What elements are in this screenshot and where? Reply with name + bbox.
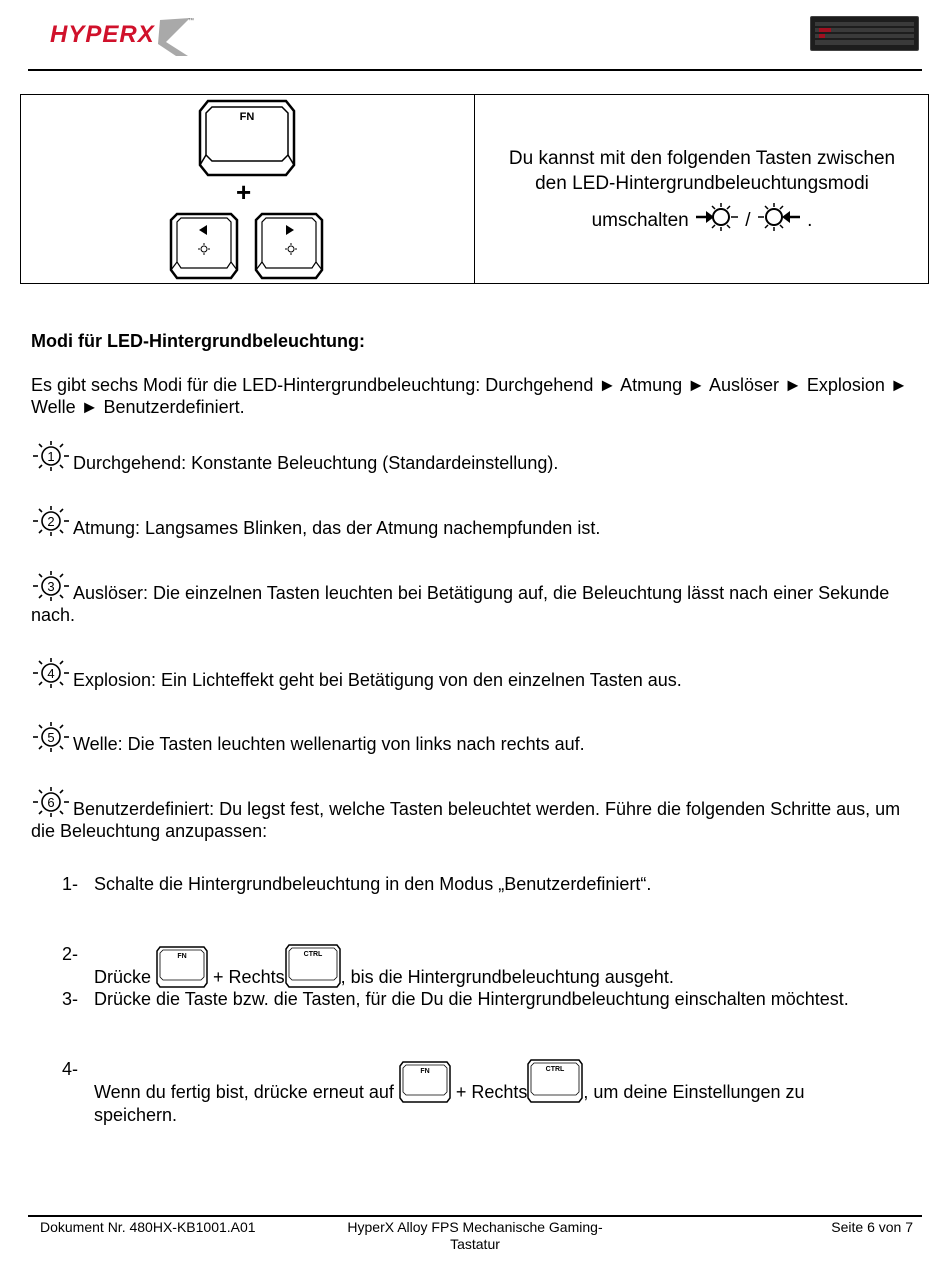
fn-keycap-icon (156, 945, 208, 989)
table-divider (474, 94, 475, 284)
mode-5-text: Welle: Die Tasten leuchten wellenartig von links nach rechts auf. (73, 734, 585, 754)
mode-4-icon (31, 658, 71, 688)
section-intro: Es gibt sechs Modi für die LED-Hintergrundbeleuchtung: Durchgehend ► Atmung ► Auslöser ► Explosion ► Welle ► Benutzerdefiniert. (31, 375, 908, 417)
mode-4-text: Explosion: Ein Lichteffekt geht bei Betätigung von den einzelnen Tasten aus. (73, 670, 682, 690)
ctrl-keycap-icon (527, 1058, 583, 1104)
footer-product-line2: Tastatur (450, 1236, 500, 1252)
ctrl-keycap-label: CTRL (546, 1066, 565, 1073)
footer-product (330, 1219, 620, 1253)
mode-2-icon (31, 506, 71, 536)
mode-6-number: 6 (47, 795, 55, 810)
mode-3-number: 3 (47, 579, 55, 594)
table-description (480, 146, 924, 233)
mode-6-text: Benutzerdefiniert: Du legst fest, welche Tasten beleuchtet werden. Führe die folgenden Schritte aus, um die Beleuchtung anzupassen: (31, 799, 901, 841)
mode-item-6 (31, 787, 916, 842)
step-1 (62, 873, 922, 897)
mode-item-2 (31, 506, 916, 539)
backlight-mode-next-icon (756, 202, 802, 232)
fn-key-label: FN (239, 111, 255, 123)
header-rule (28, 69, 922, 71)
mode-item-4 (31, 658, 916, 691)
step-2-body (94, 943, 924, 989)
left-arrow-key-graphic (169, 212, 241, 285)
right-arrow-key-graphic (254, 212, 326, 285)
footer-page-number: Seite 6 von 7 (831, 1219, 913, 1235)
mode-1-text: Durchgehend: Konstante Beleuchtung (Standardeinstellung). (73, 453, 559, 473)
step-3-number: 3- (62, 989, 79, 1009)
step-2 (62, 918, 922, 987)
section-heading: Modi für LED-Hintergrundbeleuchtung: (31, 331, 365, 351)
step-4-body (94, 1058, 924, 1126)
table-text-line1: Du kannst mit den folgenden Tasten zwischen (508, 148, 896, 169)
backlight-mode-prev-icon (694, 202, 740, 232)
step-4 (62, 1033, 922, 1125)
fn-keycap-label: FN (420, 1068, 430, 1075)
step-3 (62, 988, 932, 1012)
step-4-text-b: + Rechts (455, 1082, 528, 1102)
step-2-text-c: , bis die Hintergrundbeleuchtung ausgeht. (340, 967, 674, 987)
icon-separator: / (745, 210, 751, 231)
step-4-text-d: speichern. (94, 1105, 178, 1125)
mode-5-number: 5 (47, 730, 55, 745)
ctrl-keycap-label: CTRL (303, 951, 322, 958)
step-1-text: Schalte die Hintergrundbeleuchtung in den Modus „Benutzerdefiniert“. (94, 874, 652, 894)
svg-text:™: ™ (188, 18, 194, 24)
step-2-text-a: Drücke (94, 967, 152, 987)
table-text-line2: den LED-Hintergrundbeleuchtungsmodi (535, 173, 869, 194)
mode-6-icon (31, 787, 71, 817)
mode-item-5 (31, 722, 916, 755)
step-4-line1 (94, 1058, 924, 1104)
logo-wordmark: HYPERX (50, 21, 155, 48)
mode-item-3 (31, 571, 916, 626)
fn-keycap-icon (399, 1060, 451, 1104)
mode-2-number: 2 (47, 514, 55, 529)
mode-1-icon (31, 441, 71, 471)
step-4-text-c: , um deine Einstellungen zu (583, 1082, 805, 1102)
step-2-number: 2- (62, 944, 79, 964)
step-3-text: Drücke die Taste bzw. die Tasten, für die Du die Hintergrundbeleuchtung einschalten möchtest. (94, 989, 849, 1009)
mode-2-text: Atmung: Langsames Blinken, das der Atmung nachempfunden ist. (73, 518, 601, 538)
step-4-number: 4- (62, 1059, 79, 1079)
mode-3-text: Auslöser: Die einzelnen Tasten leuchten bei Betätigung auf, die Beleuchtung lässt nach einer Sekunde nach. (31, 583, 890, 625)
mode-3-icon (31, 571, 71, 601)
plus-sign: + (236, 177, 252, 207)
fn-key-graphic (198, 99, 296, 182)
keyboard-thumbnail (810, 16, 919, 51)
ctrl-keycap-icon (285, 943, 341, 989)
step-1-number: 1- (62, 874, 79, 894)
table-text-line3 (480, 202, 924, 233)
table-text-prefix: umschalten (591, 210, 689, 231)
hyperx-logo (48, 12, 198, 60)
mode-5-icon (31, 722, 71, 752)
period: . (807, 210, 813, 231)
step-2-text-b: + Rechts (213, 967, 285, 987)
fn-keycap-label: FN (177, 953, 187, 960)
footer-product-line1: HyperX Alloy FPS Mechanische Gaming- (347, 1219, 603, 1235)
mode-1-number: 1 (47, 449, 55, 464)
mode-item-1 (31, 441, 916, 474)
step-4-text-a: Wenn du fertig bist, drücke erneut auf (94, 1082, 394, 1102)
footer-rule (28, 1215, 922, 1217)
mode-4-number: 4 (47, 666, 55, 681)
footer-doc-number: Dokument Nr. 480HX-KB1001.A01 (40, 1219, 256, 1235)
